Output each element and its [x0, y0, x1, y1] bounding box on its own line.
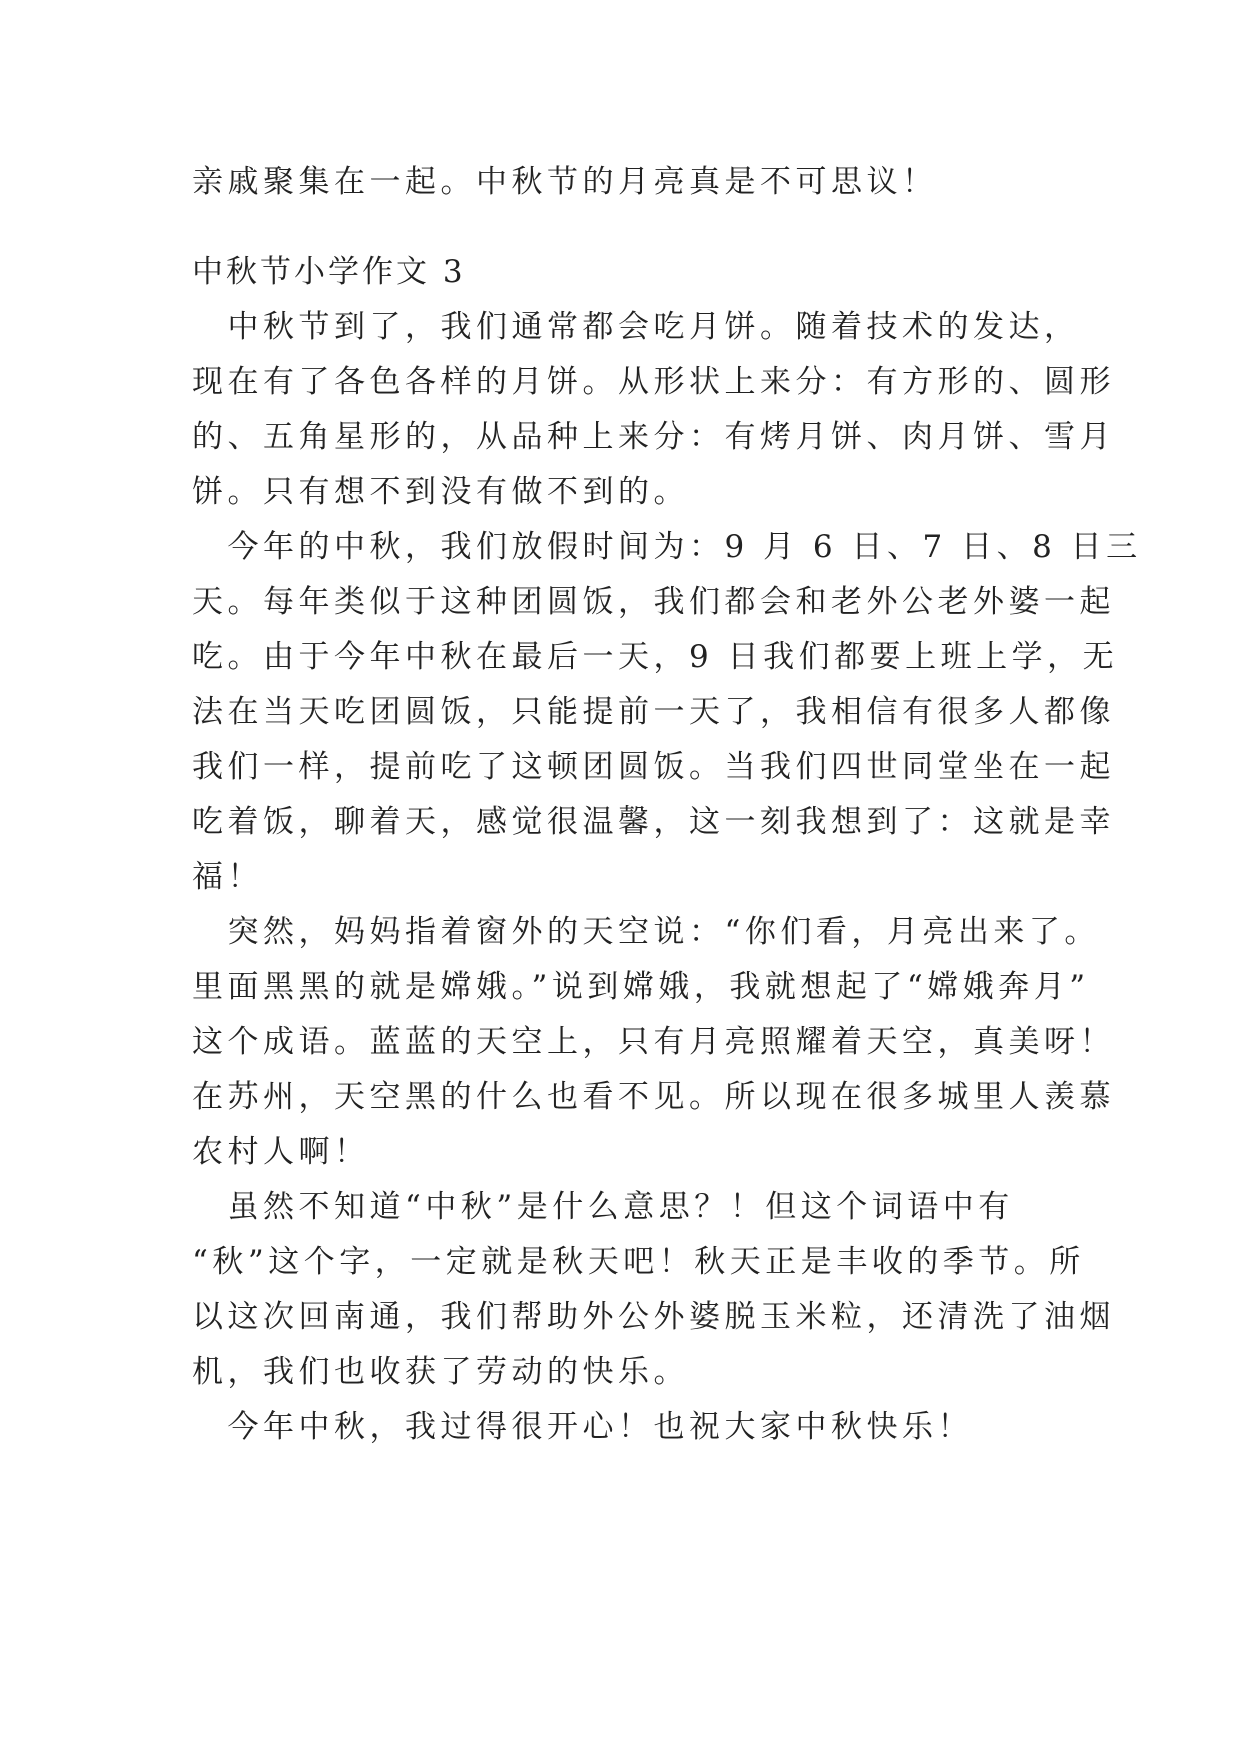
text-line: 在苏州，天空黑的什么也看不见。所以现在很多城里人羡慕 [192, 1079, 1115, 1115]
text-line: 中秋节到了，我们通常都会吃月饼。随着技术的发达， [192, 309, 1080, 345]
text-line: 以这次回南通，我们帮助外公外婆脱玉米粒，还清洗了油烟 [192, 1299, 1115, 1335]
text-line: 我们一样，提前吃了这顿团圆饭。当我们四世同堂坐在一起 [192, 749, 1115, 785]
text-line: 福！ [192, 859, 263, 895]
text-line: 现在有了各色各样的月饼。从形状上来分：有方形的、圆形 [192, 364, 1115, 400]
text-line: 这个成语。蓝蓝的天空上，只有月亮照耀着天空，真美呀！ [192, 1024, 1115, 1060]
text-line: “秋”这个字，一定就是秋天吧！秋天正是丰收的季节。所 [192, 1244, 1085, 1280]
text-line: 机，我们也收获了劳动的快乐。 [192, 1354, 689, 1390]
text-line: 天。每年类似于这种团圆饭，我们都会和老外公老外婆一起 [192, 584, 1115, 620]
text-line: 农村人啊！ [192, 1134, 370, 1170]
text-line: 的、五角星形的，从品种上来分：有烤月饼、肉月饼、雪月 [192, 419, 1115, 455]
text-line: 突然，妈妈指着窗外的天空说：“你们看，月亮出来了。 [192, 914, 1100, 950]
text-line: 饼。只有想不到没有做不到的。 [192, 474, 689, 510]
text-line: 今年的中秋，我们放假时间为：9 月 6 日、7 日、8 日三 [192, 529, 1142, 565]
text-line: 里面黑黑的就是嫦娥。”说到嫦娥，我就想起了“嫦娥奔月” [192, 969, 1090, 1005]
text-line: 吃。由于今年中秋在最后一天，9 日我们都要上班上学，无 [192, 639, 1119, 675]
section-title: 中秋节小学作文 3 [192, 254, 466, 290]
text-line: 今年中秋，我过得很开心！也祝大家中秋快乐！ [192, 1409, 973, 1445]
text-line: 法在当天吃团圆饭，只能提前一天了，我相信有很多人都像 [192, 694, 1115, 730]
text-line: 吃着饭，聊着天，感觉很温馨，这一刻我想到了：这就是幸 [192, 804, 1115, 840]
text-line: 亲戚聚集在一起。中秋节的月亮真是不可思议！ [192, 164, 938, 200]
text-line: 虽然不知道“中秋”是什么意思？！但这个词语中有 [192, 1189, 1014, 1225]
